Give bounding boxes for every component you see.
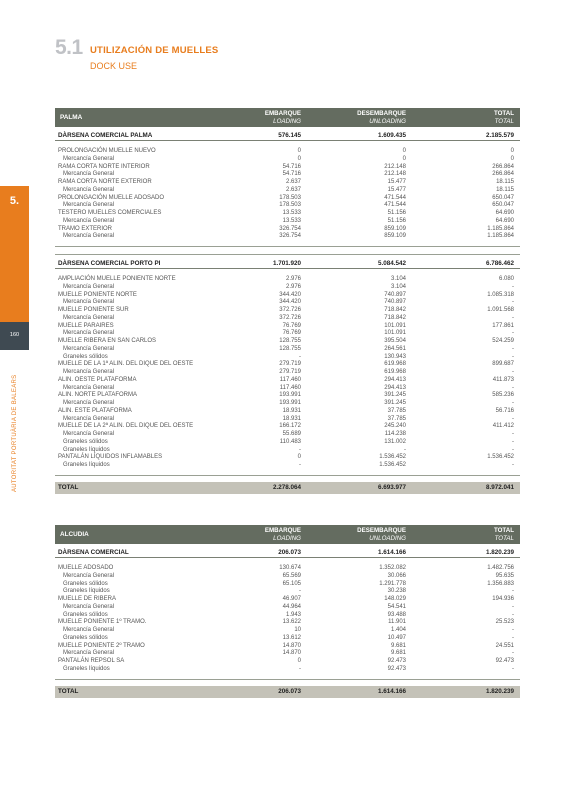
row-total: - (512, 588, 514, 595)
row-name: Graneles sólidos (63, 580, 108, 587)
section-total: 6.786.462 (485, 260, 514, 267)
row-name: ALIN. NORTE PLATAFORMA (58, 392, 138, 399)
row-name: Mercancía General (63, 155, 115, 162)
row-desembarque: 740.897 (384, 291, 406, 298)
table-sections (55, 132, 520, 476)
row-total: - (512, 634, 514, 641)
row-desembarque: 264.561 (384, 345, 406, 352)
row-total: - (512, 650, 514, 657)
row-desembarque: 30.238 (387, 588, 406, 595)
row-embarque: 128.755 (279, 338, 301, 344)
row-name: Graneles líquidos (63, 446, 110, 453)
row-total: 64.690 (495, 210, 514, 216)
row-desembarque: 51.156 (387, 210, 406, 216)
row-total: 1.085.318 (487, 291, 514, 298)
row-name: MUELLE PONIENTE 2º TRAMO (58, 642, 145, 649)
row-total: 524.259 (492, 338, 514, 344)
dock-row (55, 226, 520, 234)
row-embarque: 0 (297, 454, 301, 461)
row-embarque: 0 (297, 148, 301, 154)
row-embarque: 128.755 (279, 345, 301, 352)
row-name: Mercancía General (63, 233, 115, 240)
row-embarque: - (299, 446, 301, 453)
row-desembarque: 718.842 (384, 307, 406, 313)
row-embarque: 14.870 (282, 650, 301, 657)
dock-row (55, 658, 520, 666)
row-total: 1.356.883 (487, 580, 514, 587)
dock-row (55, 619, 520, 627)
row-total: 585.236 (492, 392, 514, 399)
row-name: Mercancía General (63, 217, 115, 224)
section-summary-row (55, 260, 520, 269)
row-total: 266.864 (492, 171, 514, 178)
row-desembarque: 391.245 (384, 400, 406, 406)
page-number: 160 (9, 332, 20, 338)
row-total: 411.873 (492, 376, 514, 383)
row-embarque: - (299, 665, 301, 672)
row-desembarque: 3.104 (390, 276, 406, 282)
row-desembarque: 859.109 (384, 233, 406, 240)
dock-row (55, 307, 520, 315)
row-name: Graneles líquidos (63, 665, 110, 672)
row-desembarque: 92.473 (387, 665, 406, 672)
row-total: 194.936 (492, 596, 514, 602)
dock-row (55, 338, 520, 346)
row-embarque: 65.105 (282, 580, 301, 587)
row-total: 411.412 (492, 423, 514, 430)
row-embarque: 117.460 (279, 376, 301, 383)
section-desembarque: 1.614.166 (377, 549, 406, 556)
row-embarque: 65.569 (282, 572, 301, 579)
row-total: - (512, 431, 514, 437)
col-embarque: EMBARQUE LOADING (264, 110, 301, 125)
row-embarque: 44.964 (282, 603, 301, 610)
port-name: ALCUDIA (60, 531, 89, 538)
row-total: 92.473 (495, 658, 514, 664)
row-total: - (512, 345, 514, 352)
dock-row (55, 276, 520, 284)
row-embarque: 18.931 (282, 407, 301, 414)
dock-row (55, 392, 520, 400)
row-name: Mercancía General (63, 299, 115, 306)
row-embarque: - (299, 462, 301, 468)
row-embarque: 2.637 (285, 186, 301, 193)
row-total: - (512, 462, 514, 468)
dock-row (55, 565, 520, 573)
row-embarque: 54.716 (282, 163, 301, 170)
cargo-row (55, 171, 520, 179)
cargo-row (55, 385, 520, 393)
dock-row (55, 377, 520, 385)
section-rows (55, 269, 520, 476)
dock-row (55, 148, 520, 156)
section-desembarque: 1.609.435 (377, 132, 406, 139)
row-embarque: 193.991 (279, 400, 301, 406)
dock-row (55, 643, 520, 651)
row-total: 1.091.568 (487, 307, 514, 313)
dock-row (55, 323, 520, 331)
row-name: MUELLE PONIENTE SUR (58, 307, 129, 313)
col-embarque: EMBARQUE LOADING (264, 527, 301, 542)
row-desembarque: 37.785 (387, 407, 406, 414)
row-total: - (512, 330, 514, 337)
section-rows (55, 558, 520, 680)
row-name: Mercancía General (63, 283, 115, 290)
row-name: Mercancía General (63, 186, 115, 193)
row-total: 899.687 (492, 361, 514, 368)
section-title: UTILIZACIÓN DE MUELLES (90, 45, 219, 56)
table-header (55, 108, 520, 127)
row-embarque: 326.754 (279, 225, 301, 232)
row-desembarque: 10.497 (387, 634, 406, 641)
row-name: AMPLIACIÓN MUELLE PONIENTE NORTE (58, 276, 176, 282)
section-desembarque: 5.084.542 (377, 260, 406, 267)
row-name: MUELLE ADOSADO (58, 565, 114, 571)
row-desembarque: 37.785 (387, 415, 406, 422)
row-embarque: 178.503 (279, 194, 301, 201)
row-embarque: 2.976 (285, 276, 301, 282)
col-desembarque: DESEMBARQUE UNLOADING (357, 527, 406, 542)
section-name: DÀRSENA COMERCIAL (58, 549, 129, 556)
row-total: 24.551 (495, 642, 514, 649)
cargo-row (55, 202, 520, 210)
row-embarque: 46.907 (282, 596, 301, 602)
row-embarque: 13.533 (282, 217, 301, 224)
row-total: 95.635 (495, 572, 514, 579)
row-desembarque: 3.104 (390, 283, 406, 290)
row-embarque: 13.622 (282, 619, 301, 626)
row-desembarque: 101.091 (384, 330, 406, 337)
section-embarque: 1.701.920 (272, 260, 301, 267)
dock-row (55, 210, 520, 218)
cargo-row (55, 588, 520, 596)
section-summary-row (55, 132, 520, 141)
cargo-row (55, 431, 520, 439)
row-embarque: 2.637 (285, 179, 301, 185)
row-name: PANTALÁN LÍQUIDOS INFLAMABLES (58, 454, 163, 461)
row-embarque: - (299, 353, 301, 360)
row-desembarque: 471.544 (384, 194, 406, 201)
section-embarque: 206.073 (278, 549, 301, 556)
row-total: - (512, 603, 514, 610)
palma-table (55, 108, 520, 494)
row-total: - (512, 611, 514, 618)
table-header (55, 525, 520, 544)
cargo-row (55, 635, 520, 643)
row-desembarque: 619.968 (384, 369, 406, 375)
row-desembarque: 92.473 (387, 658, 406, 664)
row-desembarque: 740.897 (384, 299, 406, 306)
row-desembarque: 395.504 (384, 338, 406, 344)
row-embarque: 117.460 (279, 384, 301, 391)
row-desembarque: 391.245 (384, 392, 406, 399)
col-desembarque: DESEMBARQUE UNLOADING (357, 110, 406, 125)
row-embarque: 193.991 (279, 392, 301, 399)
row-total: - (512, 438, 514, 445)
row-total: - (512, 314, 514, 321)
row-total: - (512, 353, 514, 360)
cargo-row (55, 330, 520, 338)
row-name: Graneles sólidos (63, 634, 108, 641)
row-name: PANTALÁN REPSOL SA (58, 658, 125, 664)
total-row: TOTAL 206.073 1.614.166 1.820.239 (55, 686, 520, 698)
row-desembarque: 1.536.452 (379, 454, 406, 461)
dock-row (55, 195, 520, 203)
row-total: 25.523 (495, 619, 514, 626)
cargo-row (55, 284, 520, 292)
organization-vertical-label (12, 352, 18, 492)
row-name: MUELLE DE LA 2ª ALIN. DEL DIQUE DEL OESTE (58, 423, 194, 430)
row-embarque: 130.674 (279, 565, 301, 571)
row-embarque: 18.931 (282, 415, 301, 422)
row-desembarque: 30.066 (387, 572, 406, 579)
row-total: 6.080 (498, 276, 514, 282)
dock-row (55, 361, 520, 369)
row-desembarque: 148.029 (384, 596, 406, 602)
section-gap (55, 247, 520, 255)
row-total: 18.115 (496, 179, 514, 185)
cargo-row (55, 439, 520, 447)
dock-row (55, 408, 520, 416)
chapter-number: 5. (9, 195, 20, 207)
row-total: 1.482.756 (487, 565, 514, 571)
row-name: Graneles sólidos (63, 438, 108, 445)
row-name: MUELLE PARAIRES (58, 322, 114, 329)
row-desembarque: 15.477 (387, 186, 406, 193)
row-embarque: 13.612 (282, 634, 301, 641)
row-embarque: - (299, 588, 301, 595)
row-total: - (512, 283, 514, 290)
row-embarque: 372.726 (279, 307, 301, 313)
row-name: PROLONGACIÓN MUELLE ADOSADO (58, 194, 165, 201)
row-name: MUELLE DE RIBERA (58, 596, 117, 602)
row-desembarque: 1.352.082 (379, 565, 406, 571)
row-name: TESTERO MUELLES COMERCIALES (58, 210, 162, 216)
row-total: 18.115 (496, 186, 514, 193)
row-desembarque: 51.156 (387, 217, 406, 224)
row-desembarque: 9.681 (390, 650, 406, 657)
row-total: 266.864 (492, 163, 514, 170)
section-name: DÀRSENA COMERCIAL PORTO PI (58, 260, 161, 267)
row-total: - (512, 299, 514, 306)
row-embarque: 14.870 (282, 642, 301, 649)
section-subtitle: DOCK USE (90, 61, 138, 71)
row-total: - (512, 369, 514, 375)
row-name: Graneles sólidos (63, 353, 108, 360)
cargo-row (55, 156, 520, 164)
row-embarque: 344.420 (279, 291, 301, 298)
row-name: Mercancía General (63, 369, 115, 375)
port-name: PALMA (60, 114, 83, 121)
row-name: Mercancía General (63, 603, 115, 610)
row-total: - (512, 665, 514, 672)
section-embarque: 576.145 (278, 132, 301, 139)
total-row: TOTAL 2.278.064 6.693.977 8.972.041 (55, 482, 520, 494)
row-name: Mercancía General (63, 384, 115, 391)
row-embarque: 344.420 (279, 299, 301, 306)
cargo-row (55, 462, 520, 470)
section-name: DÀRSENA COMERCIAL PALMA (58, 132, 153, 139)
dock-row (55, 179, 520, 187)
row-total: 1.185.864 (487, 233, 514, 240)
row-desembarque: 245.240 (384, 423, 406, 430)
row-desembarque: 212.148 (384, 163, 406, 170)
row-total: - (512, 627, 514, 633)
row-total: 650.047 (492, 202, 514, 209)
row-name: Mercancía General (63, 330, 115, 337)
section-number: 5.1 (55, 36, 83, 59)
row-name: Mercancía General (63, 572, 115, 579)
dock-row (55, 164, 520, 172)
row-total: 0 (510, 155, 514, 162)
row-embarque: 279.719 (279, 369, 301, 375)
row-desembarque: 93.488 (387, 611, 406, 618)
row-name: Graneles líquidos (63, 462, 110, 468)
row-name: MUELLE RIBERA EN SAN CARLOS (58, 338, 157, 344)
cargo-row (55, 666, 520, 674)
cargo-row (55, 650, 520, 658)
col-total: TOTAL TOTAL (493, 527, 514, 542)
row-embarque: 0 (297, 658, 301, 664)
row-total: - (512, 446, 514, 453)
row-desembarque: 1.536.452 (379, 462, 406, 468)
row-desembarque: 131.002 (384, 438, 406, 445)
row-name: Mercancía General (63, 171, 115, 178)
row-name: Graneles líquidos (63, 588, 110, 595)
row-name: RAMA CORTA NORTE INTERIOR (58, 163, 150, 170)
cargo-row (55, 346, 520, 354)
cargo-row (55, 400, 520, 408)
row-desembarque: 101.091 (384, 322, 406, 329)
row-desembarque: 11.901 (388, 619, 406, 626)
table-sections (55, 549, 520, 680)
row-total: - (512, 415, 514, 422)
row-desembarque: 0 (402, 148, 406, 154)
row-total: - (512, 384, 514, 391)
col-total: TOTAL TOTAL (493, 110, 514, 125)
row-desembarque: 114.238 (384, 431, 406, 437)
row-embarque: 326.754 (279, 233, 301, 240)
row-name: Mercancía General (63, 345, 115, 352)
section-rows (55, 141, 520, 247)
cargo-row (55, 233, 520, 241)
row-embarque: 178.503 (279, 202, 301, 209)
row-total: 64.690 (495, 217, 514, 224)
row-embarque: 372.726 (279, 314, 301, 321)
dock-row (55, 596, 520, 604)
row-embarque: 279.719 (279, 361, 301, 368)
row-desembarque: 15.477 (387, 179, 406, 185)
row-embarque: 76.769 (282, 330, 301, 337)
cargo-row (55, 573, 520, 581)
row-name: Mercancía General (63, 400, 115, 406)
section-total: 1.820.239 (485, 549, 514, 556)
row-total: 56.716 (495, 407, 514, 414)
row-embarque: 13.533 (282, 210, 301, 216)
row-desembarque: 294.413 (384, 384, 406, 391)
cargo-row (55, 581, 520, 589)
row-embarque: 55.689 (282, 431, 301, 437)
row-embarque: 2.976 (285, 283, 301, 290)
row-name: MUELLE PONIENTE NORTE (58, 291, 137, 298)
row-name: MUELLE PONIENTE 1º TRAMO. (58, 619, 147, 626)
row-embarque: 110.483 (279, 438, 301, 445)
row-name: MUELLE DE LA 1ª ALIN. DEL DIQUE DEL OESTE (58, 361, 194, 368)
row-total: 650.047 (492, 194, 514, 201)
section-summary-row (55, 549, 520, 558)
row-desembarque: 1.291.778 (379, 580, 406, 587)
row-embarque: 76.769 (282, 322, 301, 329)
row-desembarque: 471.544 (384, 202, 406, 209)
cargo-row (55, 187, 520, 195)
row-total: 1.185.864 (487, 225, 514, 232)
section-total: 2.185.579 (485, 132, 514, 139)
row-embarque: 54.716 (282, 171, 301, 178)
cargo-row (55, 315, 520, 323)
row-name: TRAMO EXTERIOR (58, 225, 113, 232)
dock-row (55, 454, 520, 462)
row-desembarque: 718.842 (384, 314, 406, 321)
dock-row (55, 423, 520, 431)
row-total: 177.861 (492, 322, 514, 329)
row-embarque: 10 (294, 627, 301, 633)
row-name: ALIN. ESTE PLATAFORMA (58, 407, 132, 414)
cargo-row (55, 218, 520, 226)
cargo-row (55, 627, 520, 635)
row-desembarque: - (404, 446, 406, 453)
row-name: Graneles sólidos (63, 611, 108, 618)
row-total: - (512, 400, 514, 406)
row-embarque: 166.172 (279, 423, 301, 430)
row-total: 0 (510, 148, 514, 154)
dock-row (55, 292, 520, 300)
row-name: Mercancía General (63, 314, 115, 321)
row-name: Mercancía General (63, 415, 115, 422)
row-name: Mercancía General (63, 202, 115, 209)
row-embarque: 1.943 (285, 611, 301, 618)
organization-name: AUTORITAT PORTUÀRIA DE BALEARS (12, 374, 18, 492)
cargo-row (55, 369, 520, 377)
row-total: 1.536.452 (487, 454, 514, 461)
row-name: Mercancía General (63, 431, 115, 437)
row-name: RAMA CORTA NORTE EXTERIOR (58, 179, 152, 185)
row-desembarque: 619.968 (384, 361, 406, 368)
row-desembarque: 294.413 (384, 376, 406, 383)
row-name: Mercancía General (63, 627, 115, 633)
row-embarque: 0 (297, 155, 301, 162)
row-desembarque: 859.109 (384, 225, 406, 232)
row-desembarque: 9.681 (390, 642, 406, 649)
row-desembarque: 130.943 (384, 353, 406, 360)
row-name: PROLONGACIÓN MUELLE NUEVO (58, 148, 156, 154)
cargo-row (55, 604, 520, 612)
alcudia-table (55, 525, 520, 698)
cargo-row (55, 299, 520, 307)
row-desembarque: 1.404 (390, 627, 406, 633)
row-desembarque: 0 (402, 155, 406, 162)
row-desembarque: 54.541 (387, 603, 406, 610)
row-name: Mercancía General (63, 650, 115, 657)
row-desembarque: 212.148 (384, 171, 406, 178)
row-name: ALIN. OESTE PLATAFORMA (58, 376, 137, 383)
